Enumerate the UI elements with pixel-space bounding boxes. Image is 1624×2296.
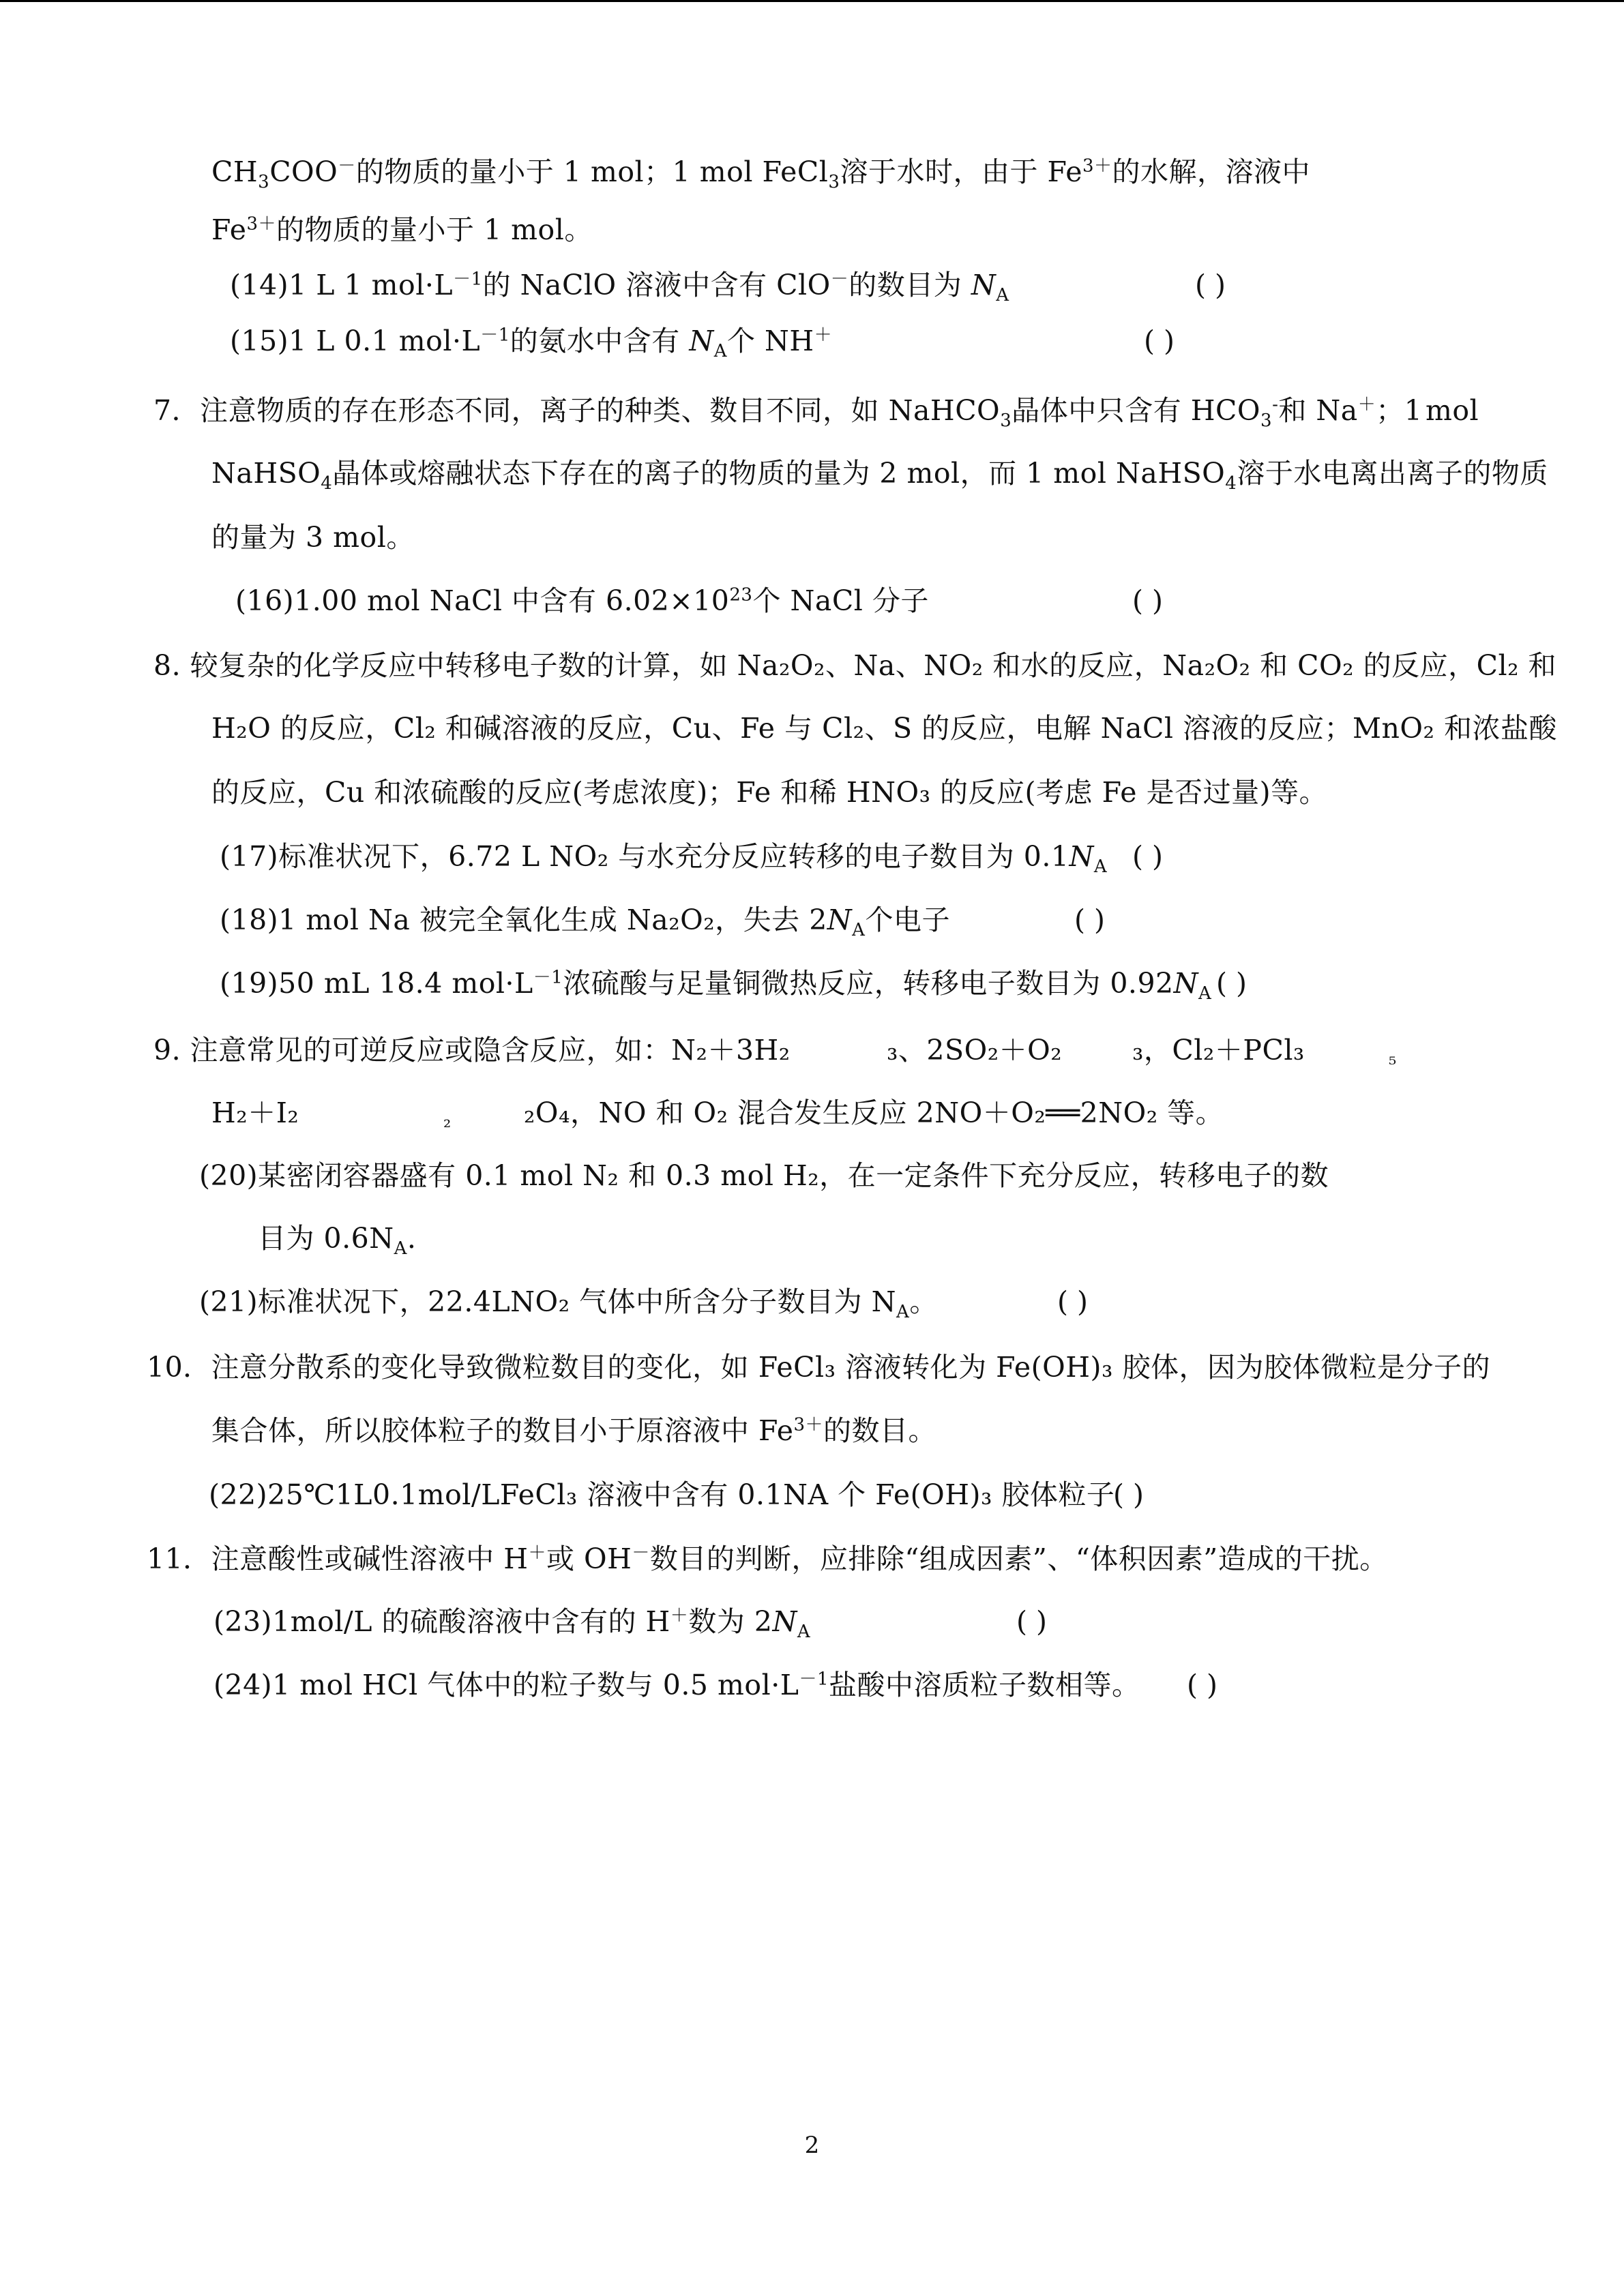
- question-16: (16)1.00 mol NaCl 中含有 $6.02\times 10^{23}$个 NaCl 分子: [235, 584, 929, 617]
- item-9-line1-fragment-d: ₅: [1389, 1047, 1397, 1069]
- item-8-line1: 8. 较复杂的化学反应中转移电子数的计算，如 Na₂O₂、Na、NO₂ 和水的反应，Na₂O₂ 和 CO₂ 的反应，Cl₂ 和: [153, 649, 1557, 682]
- item6-continuation-line2: $Fe^{3+}$的物质的量小于 1 mol。: [211, 213, 593, 246]
- page-top-border: [0, 0, 1624, 2]
- item-8-line2: H₂O 的反应，Cl₂ 和碱溶液的反应，Cu、Fe 与 Cl₂、S 的反应，电解 NaCl 溶液的反应；MnO₂ 和浓盐酸: [211, 712, 1557, 745]
- item-9-line1: 9. 注意常见的可逆反应或隐含反应，如：N₂＋3H₂: [153, 1034, 791, 1067]
- question-20-line2: 目为 $0.6N_A$.: [258, 1222, 417, 1259]
- answer-blank-18[interactable]: ( ): [1074, 904, 1106, 936]
- item-10-line1: 10．注意分散系的变化导致微粒数目的变化，如 FeCl₃ 溶液转化为 Fe(OH)₃ 胶体，因为胶体微粒是分子的: [147, 1351, 1490, 1384]
- answer-blank-17[interactable]: ( ): [1132, 840, 1164, 873]
- question-24: (24)1 mol HCl 气体中的粒子数与 0.5 $mol\cdot L^{-1}$盐酸中溶质粒子数相等。: [213, 1669, 1140, 1701]
- answer-blank-16[interactable]: ( ): [1132, 584, 1164, 617]
- item-11: 11．注意酸性或碱性溶液中 H＋或 OH－数目的判断，应排除“组成因素”、“体积因素”造成的干扰。: [147, 1542, 1388, 1575]
- answer-blank-23[interactable]: ( ): [1016, 1605, 1048, 1638]
- item6-continuation-line1: $CH_3COO^-$的物质的量小于 1 mol；1 mol FeCl$_3$溶于水时，由于 $Fe^{3+}$的水解，溶液中: [211, 155, 1311, 193]
- question-18: (18)1 mol Na 被完全氧化生成 Na₂O₂，失去 $2N_A$个电子: [220, 904, 950, 941]
- answer-blank-19[interactable]: ( ): [1216, 967, 1247, 1000]
- page-number: 2: [804, 2132, 820, 2159]
- item-7-line1: 7．注意物质的存在形态不同，离子的种类、数目不同，如 NaHCO$_3$晶体中只含有 $HCO_3^-$和 Na＋；1: [153, 394, 1423, 432]
- question-19: (19)50 mL 18.4 $mol\cdot L^{-1}$浓硫酸与足量铜微热反应，转移电子数目为 $0.92N_A$: [220, 967, 1212, 1004]
- item-10-line2: 集合体，所以胶体粒子的数目小于原溶液中 $Fe^{3+}$的数目。: [211, 1414, 937, 1447]
- answer-blank-21[interactable]: ( ): [1057, 1285, 1089, 1318]
- answer-blank-14[interactable]: ( ): [1195, 269, 1226, 301]
- item-9-line1-fragment-c: ₃，Cl₂＋PCl₃: [1132, 1034, 1305, 1067]
- question-20-line1: (20)某密闭容器盛有 0.1 mol N₂ 和 0.3 mol H₂，在一定条件下充分反应，转移电子的数: [199, 1159, 1329, 1192]
- item-7-line1-end: mol: [1426, 394, 1479, 427]
- item-9-line2-fragment-b: ₂: [443, 1109, 452, 1132]
- answer-blank-15[interactable]: ( ): [1144, 325, 1175, 357]
- item-9-line2-fragment-c: ₂O₄，NO 和 O₂ 混合发生反应 2NO＋O₂══2NO₂ 等。: [524, 1097, 1224, 1129]
- question-22: (22)25℃1L0.1mol/LFeCl₃ 溶液中含有 0.1NA 个 Fe(OH)₃ 胶体粒子: [209, 1478, 1115, 1511]
- question-14: (14)1 L 1 $mol\cdot L^{-1}$的 NaClO 溶液中含有 ClO－的数目为 $N_A$: [230, 269, 1009, 306]
- item-7-line3: 的量为 3 mol。: [211, 521, 415, 554]
- question-17: (17)标准状况下，6.72 L NO₂ 与水充分反应转移的电子数目为 $0.1N_A$: [220, 840, 1108, 878]
- answer-blank-24[interactable]: ( ): [1187, 1669, 1218, 1701]
- question-23: (23)1mol/L 的硫酸溶液中含有的 H＋数为 $2N_A$: [213, 1605, 811, 1643]
- question-15: (15)1 L 0.1 $mol\cdot L^{-1}$的氨水中含有 $N_A$个 NH＋: [230, 325, 833, 362]
- answer-blank-22[interactable]: ( ): [1113, 1478, 1145, 1511]
- item-7-line2: NaHSO$_4$晶体或熔融状态下存在的离子的物质的量为 2 mol，而 1 mol NaHSO$_4$溶于水电离出离子的物质: [211, 457, 1548, 494]
- item-8-line3: 的反应，Cu 和浓硫酸的反应(考虑浓度)；Fe 和稀 HNO₃ 的反应(考虑 Fe 是否过量)等。: [211, 776, 1328, 809]
- item-9-line2: H₂＋I₂: [211, 1097, 299, 1129]
- question-21: (21)标准状况下，22.4LNO₂ 气体中所含分子数目为 $N_A$。: [199, 1285, 938, 1323]
- item-9-line1-fragment-b: ₃、2SO₂＋O₂: [887, 1034, 1063, 1067]
